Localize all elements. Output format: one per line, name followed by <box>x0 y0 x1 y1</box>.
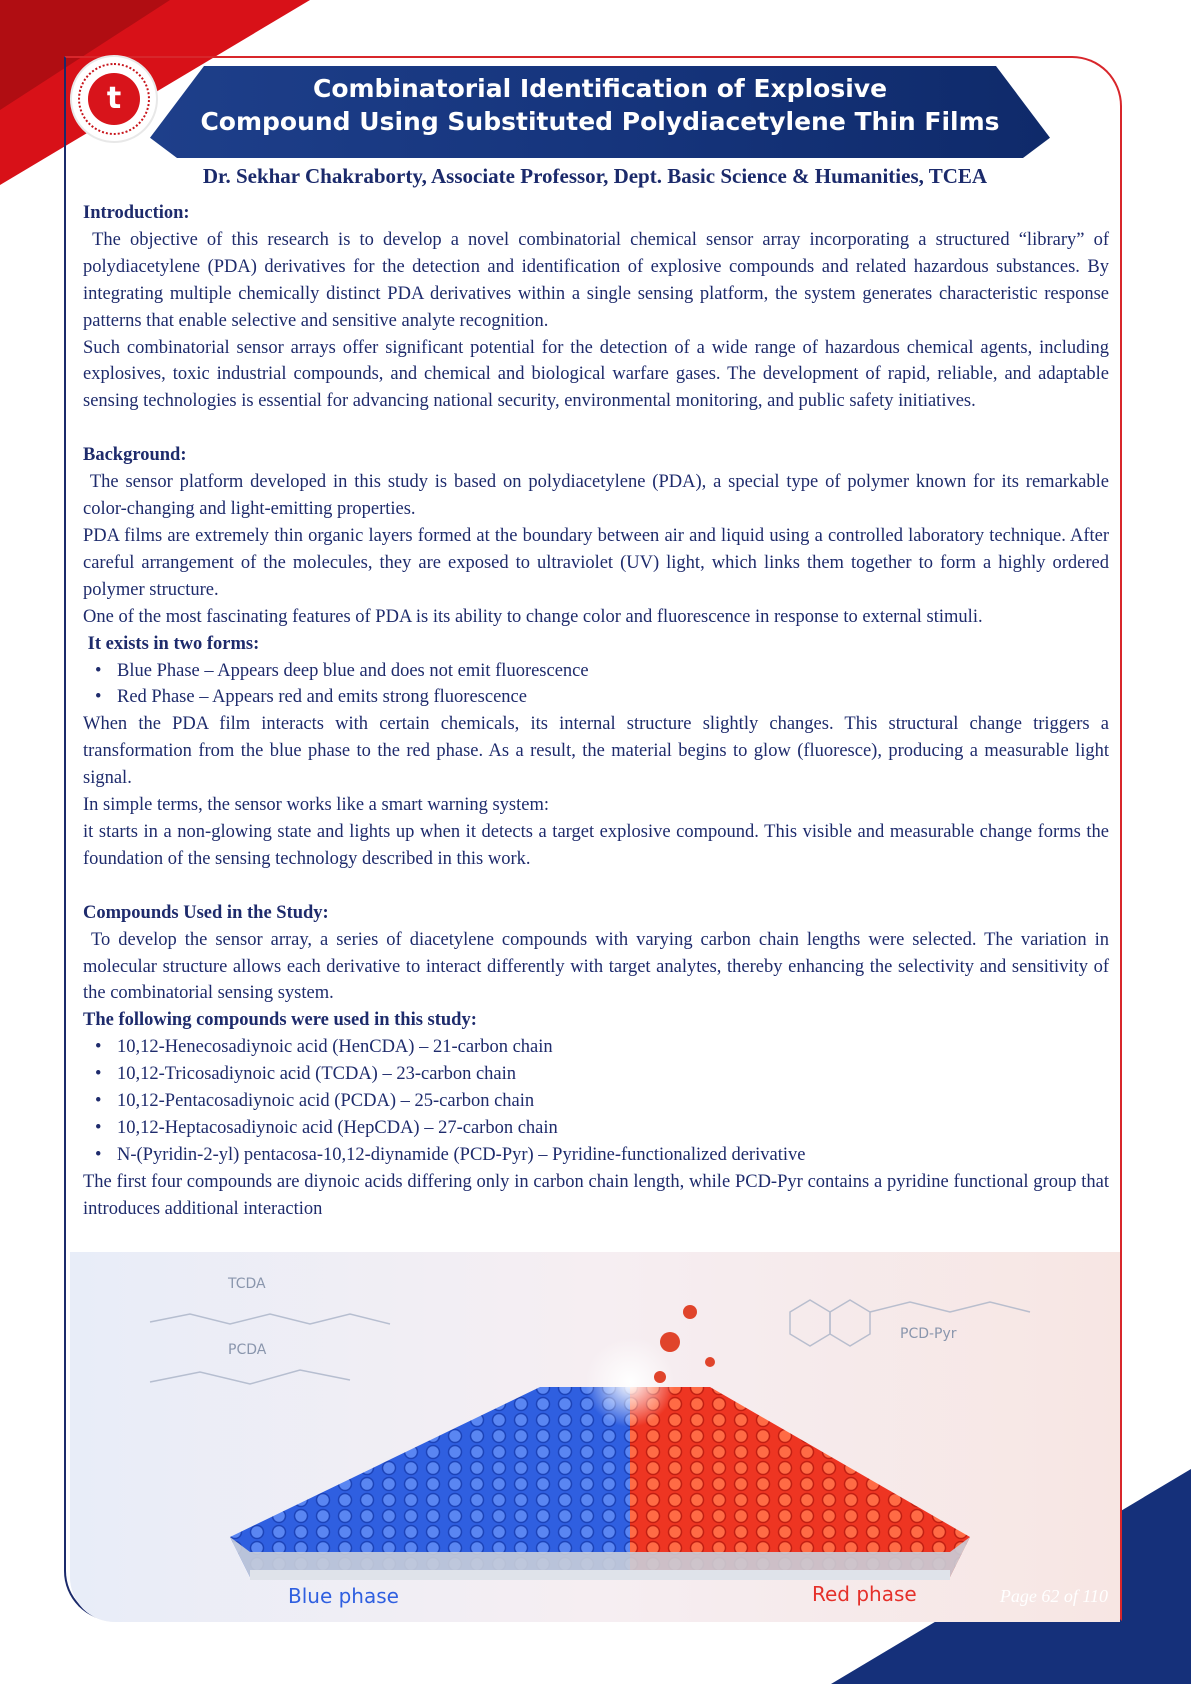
pda-phase-illustration <box>70 1252 1120 1622</box>
background-paragraph-4: When the PDA film interacts with certain chemicals, its internal structure slightly changes. This structural change triggers a transformation from the blue phase to the red phase. As a result, the material begins to glow (fluoresce), producing a measurable light signal. <box>83 714 1109 789</box>
page-number: Page 62 of 110 <box>999 1586 1108 1606</box>
compounds-paragraph-1: To develop the sensor array, a series of diacetylene compounds with varying carbon chain lengths were selected. The variation in molecular structure allows each derivative to interact differently with target analytes, thereby enhancing the selectivity and sensitivity of the combinatorial sensing system. <box>83 929 1109 1004</box>
article-body <box>83 200 1109 1223</box>
list-item: • Blue Phase – Appears deep blue and does not emit fluorescence <box>117 658 1109 685</box>
red-phase-label: Red phase <box>812 1582 917 1606</box>
background-paragraph-1: The sensor platform developed in this study is based on polydiacetylene (PDA), a special type of polymer known for its remarkable color-changing and light-emitting properties. <box>83 472 1110 520</box>
list-item: • N-(Pyridin-2-yl) pentacosa-10,12-diynamide (PCD-Pyr) – Pyridine-functionalized derivative <box>117 1142 1109 1169</box>
list-item: • 10,12-Henecosadiynoic acid (HenCDA) – 21-carbon chain <box>117 1034 1109 1061</box>
background-paragraph-2: PDA films are extremely thin organic layers formed at the boundary between air and liquid using a controlled laboratory technique. After careful arrangement of the molecules, they are exposed to ultraviolet (UV) light, which links them together to form a highly ordered polymer structure. <box>83 525 1109 600</box>
label-pcda: PCDA <box>228 1342 267 1358</box>
label-tcda: TCDA <box>228 1276 266 1292</box>
forms-heading: It exists in two forms: <box>87 633 260 654</box>
logo-emblem: t <box>88 73 140 125</box>
compounds-list-heading: The following compounds were used in this study: <box>83 1010 477 1031</box>
background-heading: Background: <box>83 445 187 466</box>
illustration-graphic <box>70 1252 1120 1622</box>
list-item: • 10,12-Pentacosadiynoic acid (PCDA) – 25-carbon chain <box>117 1088 1109 1115</box>
college-logo <box>70 55 158 143</box>
compounds-paragraph-2: The first four compounds are diynoic acids differing only in carbon chain length, while PCD-Pyr contains a pyridine functional group that introduces additional interaction <box>83 1171 1109 1219</box>
title-line-2: Compound Using Substituted Polydiacetylene Thin Films <box>200 107 1000 136</box>
background-paragraph-5: In simple terms, the sensor works like a smart warning system: <box>83 795 550 816</box>
list-item: • 10,12-Heptacosadiynoic acid (HepCDA) – 27-carbon chain <box>117 1115 1109 1142</box>
compounds-heading: Compounds Used in the Study: <box>83 902 329 923</box>
compounds-list <box>83 1034 1109 1169</box>
page-title <box>150 72 1050 138</box>
author-line: Dr. Sekhar Chakraborty, Associate Professor, Dept. Basic Science & Humanities, TCEA <box>202 164 988 188</box>
background-paragraph-3: One of the most fascinating features of PDA is its ability to change color and fluorescence in response to external stimuli. <box>83 606 983 627</box>
list-item: • 10,12-Tricosadiynoic acid (TCDA) – 23-carbon chain <box>117 1061 1109 1088</box>
label-pcd-pyr: PCD-Pyr <box>900 1326 957 1342</box>
background-paragraph-6: it starts in a non-glowing state and lights up when it detects a target explosive compound. This visible and measurable change forms the foundation of the sensing technology described in this work. <box>83 821 1109 869</box>
list-item: • Red Phase – Appears red and emits strong fluorescence <box>117 684 1109 711</box>
intro-paragraph-1: The objective of this research is to develop a novel combinatorial chemical sensor array incorporating a structured “library” of polydiacetylene (PDA) derivatives for the detection and identification of explosive compounds and related hazardous substances. By integrating multiple chemically distinct PDA derivatives within a single sensing platform, the system generates characteristic response patterns that enable selective and sensitive analyte recognition. <box>83 229 1109 331</box>
intro-paragraph-2: Such combinatorial sensor arrays offer significant potential for the detection of a wide range of hazardous chemical agents, including explosives, toxic industrial compounds, and chemical and biological warfare gases. The development of rapid, reliable, and adaptable sensing technologies is essential for advancing national security, environmental monitoring, and public safety initiatives. <box>83 337 1109 412</box>
title-line-1: Combinatorial Identification of Explosive <box>312 74 888 103</box>
intro-heading: Introduction: <box>83 203 190 223</box>
blue-phase-label: Blue phase <box>288 1584 399 1608</box>
forms-list <box>83 658 1109 712</box>
